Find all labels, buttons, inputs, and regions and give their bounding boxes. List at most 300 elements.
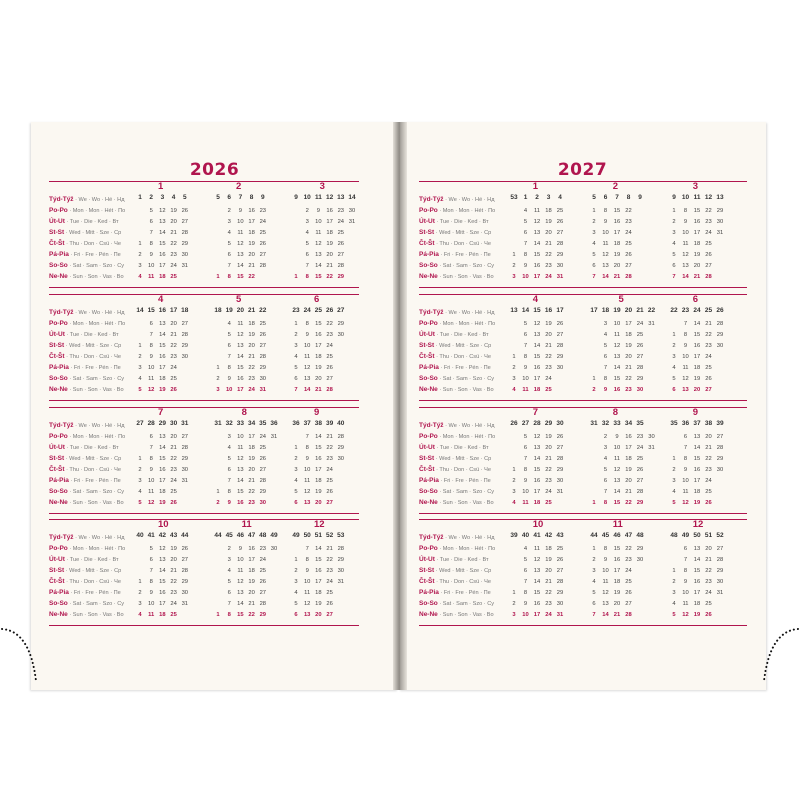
day-number: 10 (147, 365, 155, 371)
day-number: 16 (625, 434, 632, 440)
year-title-2026: 2026 (189, 160, 240, 180)
day-number: 21 (248, 263, 255, 269)
day-number: 15 (693, 332, 701, 338)
day-number: 9 (523, 478, 528, 484)
weekday-label (49, 544, 125, 554)
day-number: 20 (315, 612, 322, 618)
day-number: 14 (237, 263, 244, 269)
day-number: 7 (523, 343, 528, 349)
day-number: 10 (237, 434, 244, 440)
day-number: 23 (705, 343, 712, 349)
day-number: 18 (326, 230, 333, 236)
weekday-label (49, 588, 121, 598)
day-number: 24 (326, 467, 333, 473)
day-number: 14 (303, 387, 311, 393)
weekday-label (419, 599, 494, 609)
weekday-label-other-languages: · Sat · Sam · Szo · Су (67, 489, 125, 495)
week-number: 19 (225, 307, 233, 314)
day-number: 29 (181, 241, 189, 247)
day-number: 29 (259, 489, 267, 495)
weekday-label (419, 308, 494, 318)
day-number: 29 (636, 546, 644, 552)
weekday-label (419, 421, 494, 431)
month-number: 8 (241, 407, 247, 418)
week-number: 2 (149, 194, 153, 201)
day-number: 9 (305, 332, 309, 338)
day-number: 19 (170, 208, 177, 214)
right-page-dotted-ornament (758, 625, 800, 685)
day-number: 24 (636, 321, 644, 327)
day-number: 22 (248, 489, 255, 495)
day-number: 6 (227, 343, 231, 349)
day-number: 21 (326, 263, 333, 269)
day-number: 8 (227, 612, 231, 618)
day-number: 1 (294, 274, 298, 280)
day-number: 15 (237, 274, 244, 280)
day-number: 14 (159, 332, 166, 338)
day-number: 17 (237, 387, 244, 393)
day-number: 31 (716, 230, 724, 236)
day-number: 9 (238, 208, 242, 214)
day-number: 23 (705, 579, 712, 585)
week-number: 9 (672, 194, 676, 201)
weekday-label-czech: St-St (49, 455, 65, 462)
day-number: 12 (682, 252, 689, 258)
right-page (399, 122, 766, 690)
day-number: 7 (672, 274, 676, 280)
day-number: 13 (533, 230, 541, 236)
day-number: 2 (294, 456, 298, 462)
week-number: 51 (314, 532, 322, 539)
day-number: 3 (592, 568, 596, 574)
day-number: 13 (693, 434, 701, 440)
week-number: 32 (225, 420, 233, 427)
weekday-label-other-languages: · Sun · Son · Vas · Во (67, 612, 124, 618)
week-number: 46 (613, 532, 621, 539)
day-number: 6 (683, 434, 688, 440)
day-number: 26 (326, 365, 333, 371)
day-number: 5 (523, 557, 528, 563)
weekday-label (49, 352, 121, 362)
week-number: 35 (670, 420, 678, 427)
day-number: 27 (636, 354, 644, 360)
week-number: 2 (535, 194, 539, 201)
month-number: 5 (236, 294, 242, 305)
month-number: 9 (314, 407, 320, 418)
day-number: 14 (159, 230, 166, 236)
day-number: 29 (181, 456, 189, 462)
day-number: 28 (259, 354, 267, 360)
day-number: 26 (556, 557, 564, 563)
day-number: 13 (237, 467, 244, 473)
day-number: 11 (148, 612, 155, 618)
day-number: 2 (227, 208, 231, 214)
day-number: 19 (545, 219, 552, 225)
weekday-label-other-languages: · Sat · Sam · Szo · Су (437, 601, 495, 607)
week-number: 36 (270, 420, 278, 427)
week-number: 9 (638, 194, 642, 201)
day-number: 4 (672, 241, 676, 247)
day-number: 21 (326, 546, 333, 552)
day-number: 10 (237, 557, 244, 563)
day-number: 7 (227, 354, 231, 360)
weekday-label-czech: Čt-Št (49, 578, 65, 585)
day-number: 13 (602, 263, 609, 269)
day-number: 12 (533, 557, 541, 563)
day-number: 21 (625, 489, 632, 495)
day-number: 16 (248, 546, 255, 552)
day-number: 29 (556, 590, 564, 596)
day-number: 20 (326, 252, 333, 258)
weekday-label (419, 454, 491, 464)
day-number: 7 (305, 263, 309, 269)
day-number: 15 (159, 579, 166, 585)
day-number: 6 (294, 612, 298, 618)
day-number: 30 (716, 579, 724, 585)
weekday-label-czech: Ne-Ne (419, 386, 438, 393)
day-number: 1 (294, 445, 298, 451)
weekday-label-czech: Týd-Týž (49, 534, 74, 541)
day-number: 10 (522, 376, 529, 382)
day-number: 25 (259, 321, 267, 327)
day-number: 3 (294, 343, 298, 349)
weekday-label-other-languages: · Fri · Fre · Pén · Пе (438, 590, 491, 596)
day-number: 29 (716, 568, 724, 574)
day-number: 15 (237, 612, 244, 618)
day-number: 17 (693, 354, 701, 360)
day-number: 1 (138, 343, 142, 349)
day-number: 5 (672, 612, 676, 618)
day-number: 3 (603, 321, 608, 327)
day-number: 26 (170, 500, 177, 506)
day-number: 1 (512, 590, 516, 596)
weekday-label-other-languages: · Wed · Mitt · Sze · Ср (434, 343, 492, 349)
week-number: 12 (704, 194, 713, 201)
day-number: 28 (337, 546, 345, 552)
day-number: 28 (705, 274, 712, 280)
weekday-label-czech: Po-Po (419, 320, 438, 327)
day-number: 25 (259, 568, 267, 574)
day-number: 10 (315, 219, 322, 225)
week-number: 30 (169, 420, 178, 427)
day-number: 30 (556, 263, 564, 269)
day-number: 2 (672, 219, 676, 225)
day-number: 16 (248, 208, 255, 214)
week-number: 38 (314, 420, 322, 427)
day-number: 4 (672, 365, 676, 371)
day-number: 4 (138, 274, 142, 280)
day-number: 14 (602, 274, 609, 280)
day-number: 20 (693, 387, 701, 393)
day-number: 15 (159, 241, 166, 247)
day-number: 17 (315, 467, 322, 473)
day-number: 16 (533, 478, 541, 484)
day-number: 3 (603, 445, 608, 451)
day-number: 20 (170, 219, 177, 225)
weekday-label-other-languages: · Tue · Die · Ked · Вт (64, 219, 119, 225)
weekday-label-other-languages: · Sun · Son · Vas · Во (67, 387, 124, 393)
day-number: 27 (556, 445, 564, 451)
day-number: 16 (693, 343, 701, 349)
week-number: 39 (510, 532, 518, 539)
day-number: 26 (181, 546, 189, 552)
weekday-label-other-languages: · Mon · Mon · Hét · По (67, 434, 126, 440)
day-number: 20 (170, 321, 177, 327)
day-number: 18 (625, 456, 632, 462)
day-number: 6 (149, 434, 153, 440)
weekday-label (49, 385, 124, 395)
week-number: 50 (303, 532, 311, 539)
day-number: 22 (705, 568, 712, 574)
day-number: 20 (613, 263, 621, 269)
weekday-label-czech: St-St (49, 229, 65, 236)
week-number: 10 (303, 194, 311, 201)
day-number: 15 (693, 456, 701, 462)
day-number: 17 (315, 343, 322, 349)
day-number: 30 (636, 387, 644, 393)
day-number: 25 (636, 332, 644, 338)
month-number: 10 (532, 519, 544, 530)
day-number: 5 (603, 343, 608, 349)
day-number: 17 (248, 557, 255, 563)
month-number: 11 (612, 519, 623, 530)
day-number: 8 (683, 208, 688, 214)
day-number: 8 (305, 557, 309, 563)
day-number: 8 (603, 546, 608, 552)
weekday-label (49, 566, 121, 576)
day-number: 5 (294, 489, 298, 495)
day-number: 6 (523, 445, 528, 451)
day-number: 1 (672, 456, 676, 462)
week-number: 20 (624, 307, 633, 314)
weekday-label-czech: Čt-Št (419, 353, 435, 360)
week-number: 52 (716, 532, 724, 539)
weekday-label-czech: Pá-Pia (419, 251, 439, 258)
day-number: 21 (545, 579, 552, 585)
day-number: 4 (227, 568, 231, 574)
day-number: 12 (682, 612, 689, 618)
week-number: 38 (704, 420, 713, 427)
day-number: 15 (315, 321, 322, 327)
weekday-label-czech: Týd-Týž (49, 309, 74, 316)
day-number: 13 (159, 557, 166, 563)
day-number: 16 (693, 219, 701, 225)
day-number: 21 (545, 343, 552, 349)
day-number: 9 (305, 568, 309, 574)
weekday-label-czech: Po-Po (419, 545, 438, 552)
day-number: 14 (237, 601, 244, 607)
day-number: 28 (181, 445, 189, 451)
day-number: 1 (672, 332, 676, 338)
weekday-label-czech: So-So (419, 488, 438, 495)
month-row-block (419, 182, 749, 290)
day-number: 5 (227, 241, 231, 247)
day-number: 17 (533, 612, 541, 618)
day-number: 19 (315, 489, 322, 495)
week-number: 47 (624, 532, 633, 539)
day-number: 9 (683, 219, 688, 225)
weekday-label-czech: Pá-Pia (419, 477, 439, 484)
week-number: 45 (225, 532, 233, 539)
day-number: 10 (147, 601, 155, 607)
day-number: 5 (523, 219, 528, 225)
weekday-label-czech: Čt-Št (419, 466, 435, 473)
weekday-label (419, 465, 491, 475)
day-number: 23 (545, 601, 552, 607)
day-number: 29 (337, 445, 345, 451)
month-number: 5 (618, 294, 624, 305)
weekday-label-other-languages: · Thu · Don · Csü · Че (434, 579, 492, 585)
day-number: 16 (613, 557, 621, 563)
day-number: 8 (603, 376, 608, 382)
weekday-label-other-languages: · Fri · Fre · Pén · Пе (438, 478, 491, 484)
weekday-label-czech: Po-Po (49, 320, 68, 327)
day-number: 14 (693, 321, 701, 327)
week-number: 17 (590, 307, 598, 314)
day-number: 30 (648, 434, 655, 440)
day-number: 14 (682, 274, 689, 280)
day-number: 20 (248, 590, 255, 596)
day-number: 12 (159, 546, 166, 552)
day-number: 10 (522, 274, 529, 280)
weekday-label (419, 566, 491, 576)
weekday-label-other-languages: · Wed · Mitt · Sze · Ср (434, 230, 492, 236)
day-number: 9 (523, 263, 528, 269)
day-number: 19 (613, 590, 621, 596)
day-number: 3 (512, 489, 516, 495)
day-number: 25 (326, 354, 333, 360)
weekday-label-czech: So-So (419, 262, 438, 269)
day-number: 24 (259, 557, 267, 563)
day-number: 22 (705, 456, 712, 462)
day-number: 1 (512, 354, 516, 360)
day-number: 3 (227, 434, 231, 440)
day-number: 21 (545, 456, 552, 462)
day-number: 26 (181, 208, 189, 214)
day-number: 2 (672, 467, 676, 473)
day-number: 3 (512, 612, 516, 618)
day-number: 4 (138, 489, 142, 495)
week-number: 42 (544, 532, 553, 539)
day-number: 11 (148, 489, 155, 495)
weekday-label (419, 555, 489, 565)
weekday-label-other-languages: · Wed · Mitt · Sze · Ср (434, 456, 492, 462)
weekday-label-other-languages: · Sat · Sam · Szo · Су (67, 601, 125, 607)
week-number: 39 (716, 420, 724, 427)
day-number: 30 (259, 376, 267, 382)
weekday-label-other-languages: · Mon · Mon · Hét · По (67, 546, 126, 552)
day-number: 23 (326, 456, 333, 462)
week-number: 45 (601, 532, 610, 539)
weekday-label-other-languages: · Tue · Die · Ked · Вт (434, 445, 489, 451)
day-number: 23 (545, 263, 552, 269)
day-number: 23 (248, 500, 255, 506)
weekday-label-other-languages: · We · Wo · Hé · Нд (443, 535, 495, 541)
day-number: 31 (259, 387, 267, 393)
day-number: 6 (523, 568, 528, 574)
day-number: 12 (303, 489, 311, 495)
year-title-2027: 2027 (557, 160, 608, 180)
weekday-label-czech: Ne-Ne (49, 611, 68, 618)
day-number: 21 (170, 445, 177, 451)
week-number: 26 (325, 307, 334, 314)
day-number: 20 (613, 601, 621, 607)
day-number: 4 (523, 546, 528, 552)
day-number: 9 (603, 387, 608, 393)
day-number: 18 (533, 500, 541, 506)
day-number: 6 (523, 332, 528, 338)
day-number: 10 (682, 478, 689, 484)
day-number: 23 (705, 467, 712, 473)
weekday-label-other-languages: · Tue · Die · Ked · Вт (434, 557, 489, 563)
day-number: 3 (138, 478, 142, 484)
week-number: 36 (681, 420, 690, 427)
week-number: 17 (556, 307, 564, 314)
weekday-label (419, 443, 489, 453)
day-number: 12 (602, 590, 609, 596)
day-number: 4 (294, 590, 298, 596)
day-number: 24 (259, 434, 267, 440)
day-number: 27 (259, 343, 267, 349)
day-number: 22 (625, 546, 632, 552)
day-number: 8 (149, 456, 153, 462)
day-number: 16 (326, 208, 333, 214)
week-number: 22 (647, 307, 656, 314)
week-number: 23 (292, 307, 300, 314)
day-number: 4 (672, 489, 676, 495)
week-number: 12 (325, 194, 334, 201)
day-number: 22 (326, 557, 333, 563)
day-number: 9 (149, 354, 153, 360)
weekday-label (419, 476, 491, 486)
week-number: 44 (181, 532, 189, 539)
day-number: 13 (533, 332, 541, 338)
day-number: 14 (315, 546, 322, 552)
day-number: 24 (545, 274, 552, 280)
day-number: 8 (149, 241, 153, 247)
weekday-label-czech: Út-Ut (49, 556, 65, 563)
weekday-label-czech: Po-Po (419, 207, 438, 214)
day-number: 15 (613, 208, 621, 214)
week-number: 49 (270, 532, 278, 539)
day-number: 27 (625, 601, 632, 607)
day-number: 24 (337, 219, 345, 225)
day-number: 16 (315, 456, 322, 462)
day-number: 19 (315, 365, 322, 371)
day-number: 16 (237, 376, 244, 382)
day-number: 10 (602, 568, 609, 574)
day-number: 7 (523, 579, 528, 585)
week-number: 36 (292, 420, 300, 427)
weekday-label-other-languages: · We · Wo · Hé · Нд (443, 423, 495, 429)
weekday-label-other-languages: · Thu · Don · Csü · Че (434, 354, 492, 360)
week-number: 21 (636, 307, 644, 314)
day-number: 11 (315, 230, 322, 236)
day-number: 31 (337, 579, 345, 585)
day-number: 25 (625, 241, 632, 247)
weekday-label-other-languages: · Sun · Son · Vas · Во (437, 500, 494, 506)
day-number: 4 (294, 354, 298, 360)
day-number: 10 (303, 579, 311, 585)
day-number: 27 (181, 321, 189, 327)
weekday-label (419, 588, 491, 598)
weekday-label (419, 374, 494, 384)
day-number: 11 (237, 445, 244, 451)
weekday-label (419, 385, 494, 395)
week-number: 8 (249, 194, 254, 201)
week-number: 30 (556, 420, 564, 427)
day-number: 19 (545, 434, 552, 440)
